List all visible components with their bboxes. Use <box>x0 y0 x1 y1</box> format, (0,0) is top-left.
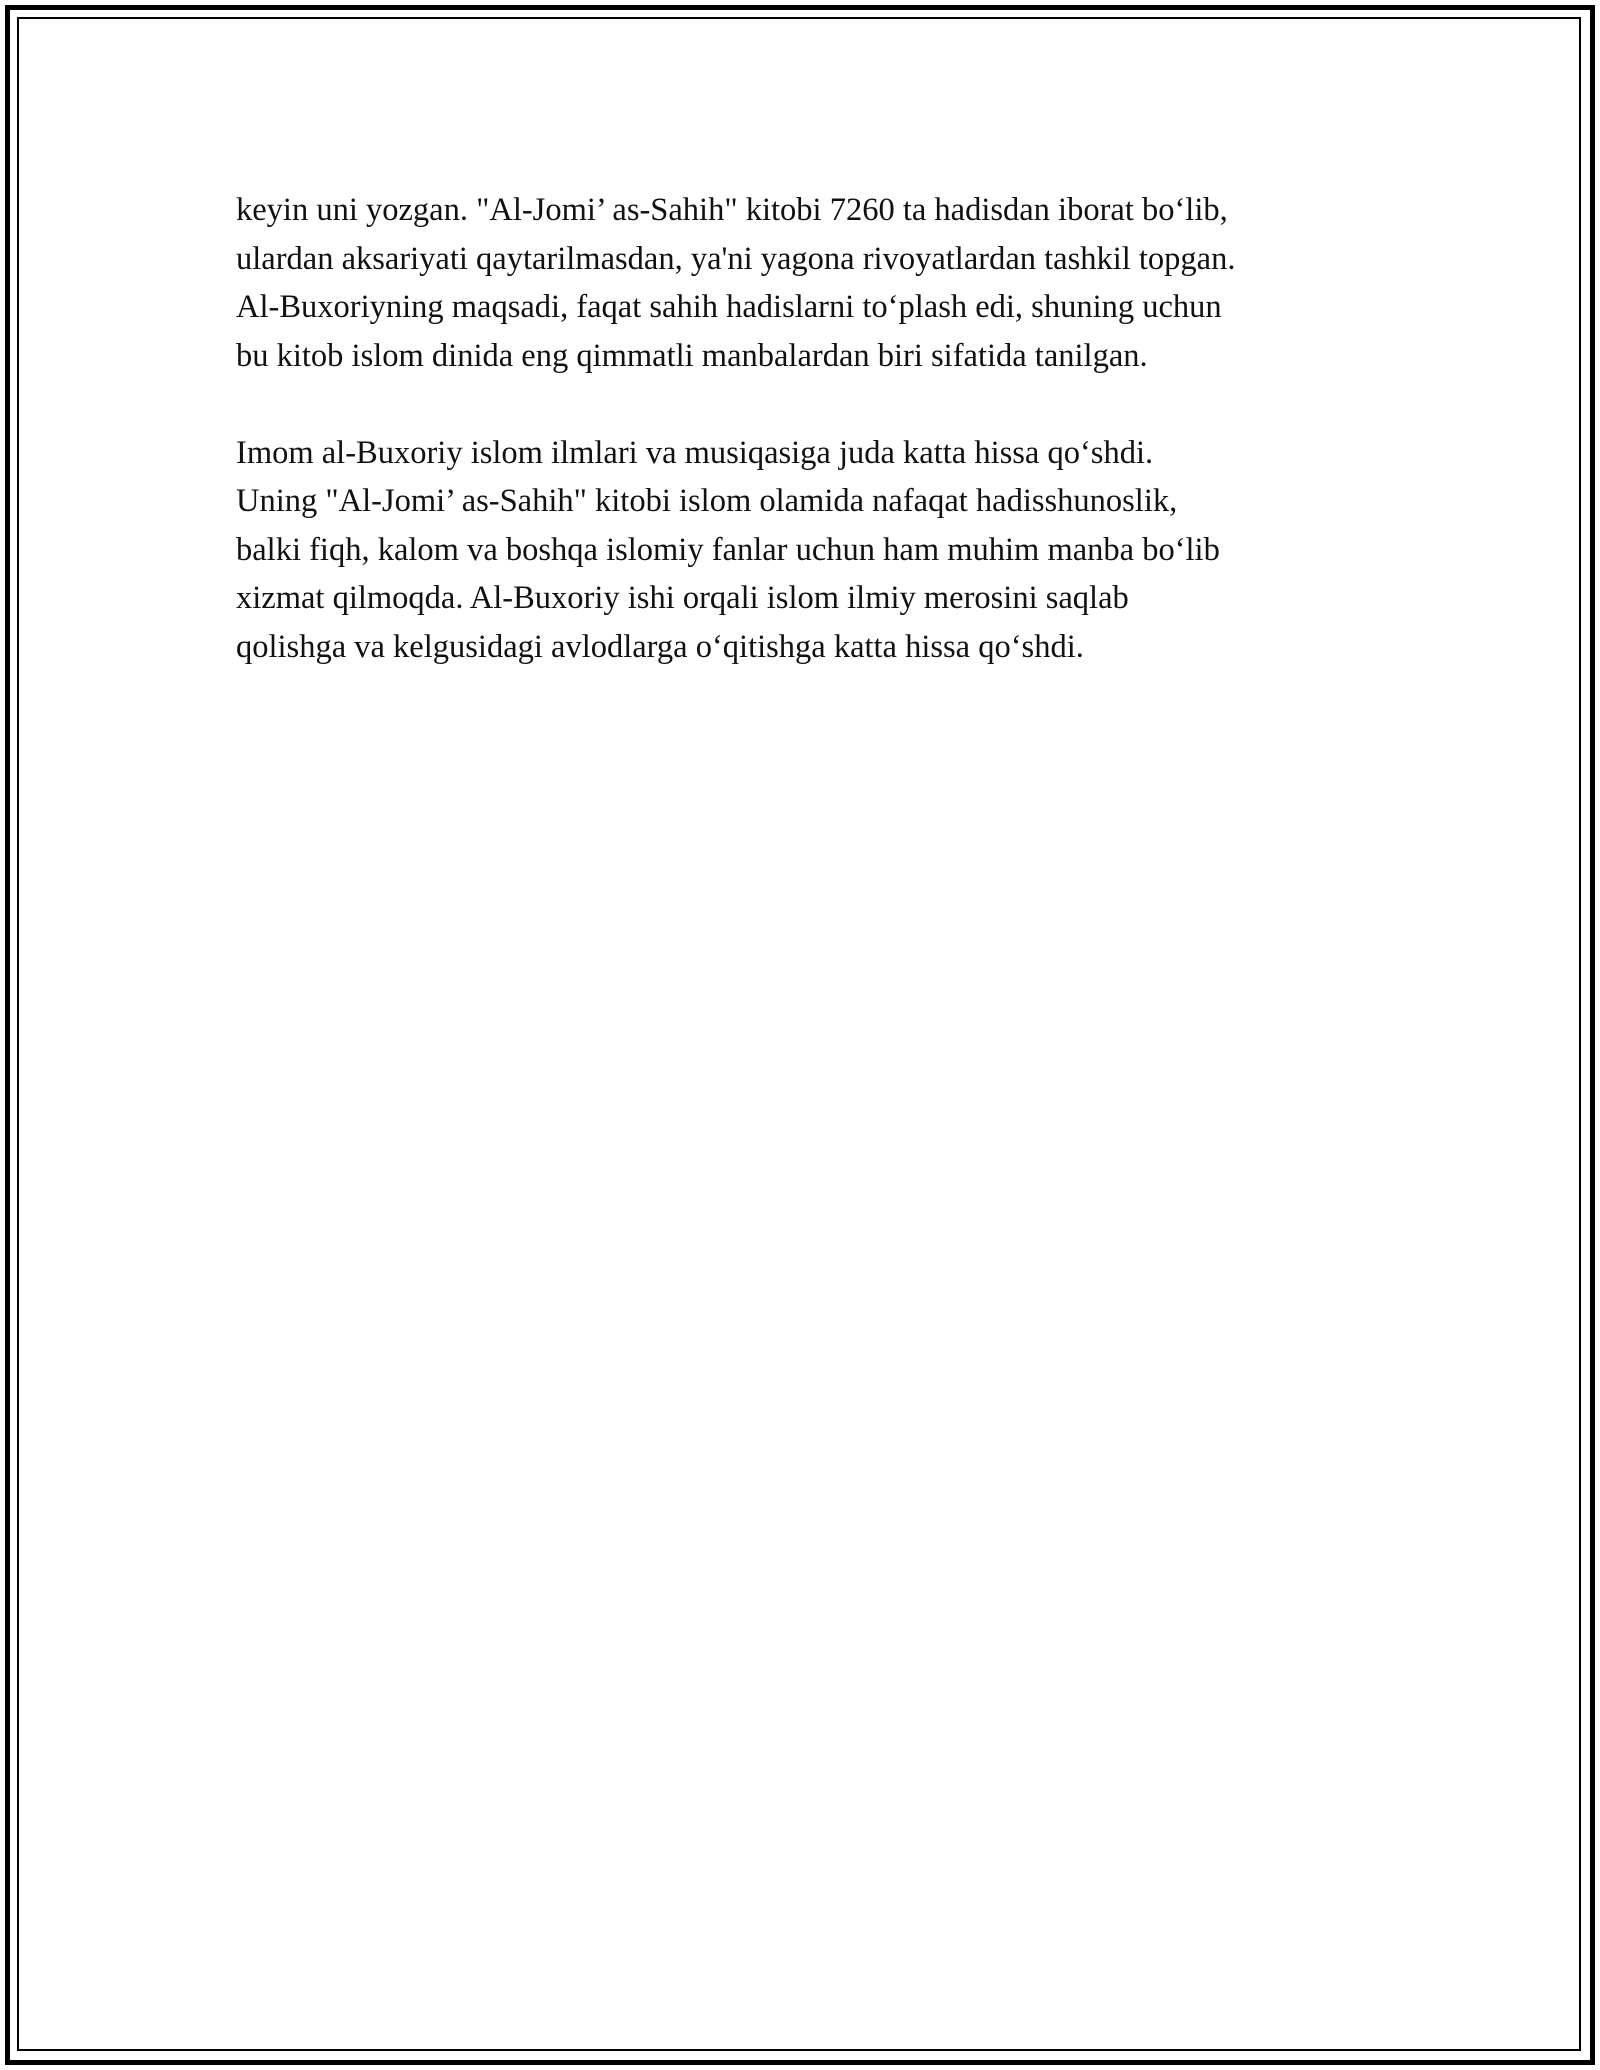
text-line: qolishga va kelgusidagi avlodlarga o‘qitishga katta hissa qo‘shdi. <box>236 628 1084 665</box>
body-text <box>236 186 1396 720</box>
paragraph-1 <box>236 186 1396 380</box>
text-line: balki fiqh, kalom va boshqa islomiy fanlar uchun ham muhim manba bo‘lib <box>236 531 1220 568</box>
text-line: Uning "Al-Jomi’ as-Sahih" kitobi islom olamida nafaqat hadisshunoslik, <box>236 483 1178 519</box>
text-line: Imom al-Buxoriy islom ilmlari va musiqasiga juda katta hissa qo‘shdi. <box>236 434 1154 471</box>
paragraph-2 <box>236 429 1396 672</box>
text-line: keyin uni yozgan. "Al-Jomi’ as-Sahih" kitobi 7260 ta hadisdan iborat bo‘lib, <box>236 192 1228 228</box>
text-line: Al-Buxoriyning maqsadi, faqat sahih hadislarni to‘plash edi, shuning uchun <box>236 289 1222 325</box>
text-line: xizmat qilmoqda. Al-Buxoriy ishi orqali islom ilmiy merosini saqlab <box>236 580 1129 616</box>
text-line: bu kitob islom dinida eng qimmatli manbalardan biri sifatida tanilgan. <box>236 337 1148 374</box>
text-line: ulardan aksariyati qaytarilmasdan, ya'ni yagona rivoyatlardan tashkil topgan. <box>236 240 1236 277</box>
